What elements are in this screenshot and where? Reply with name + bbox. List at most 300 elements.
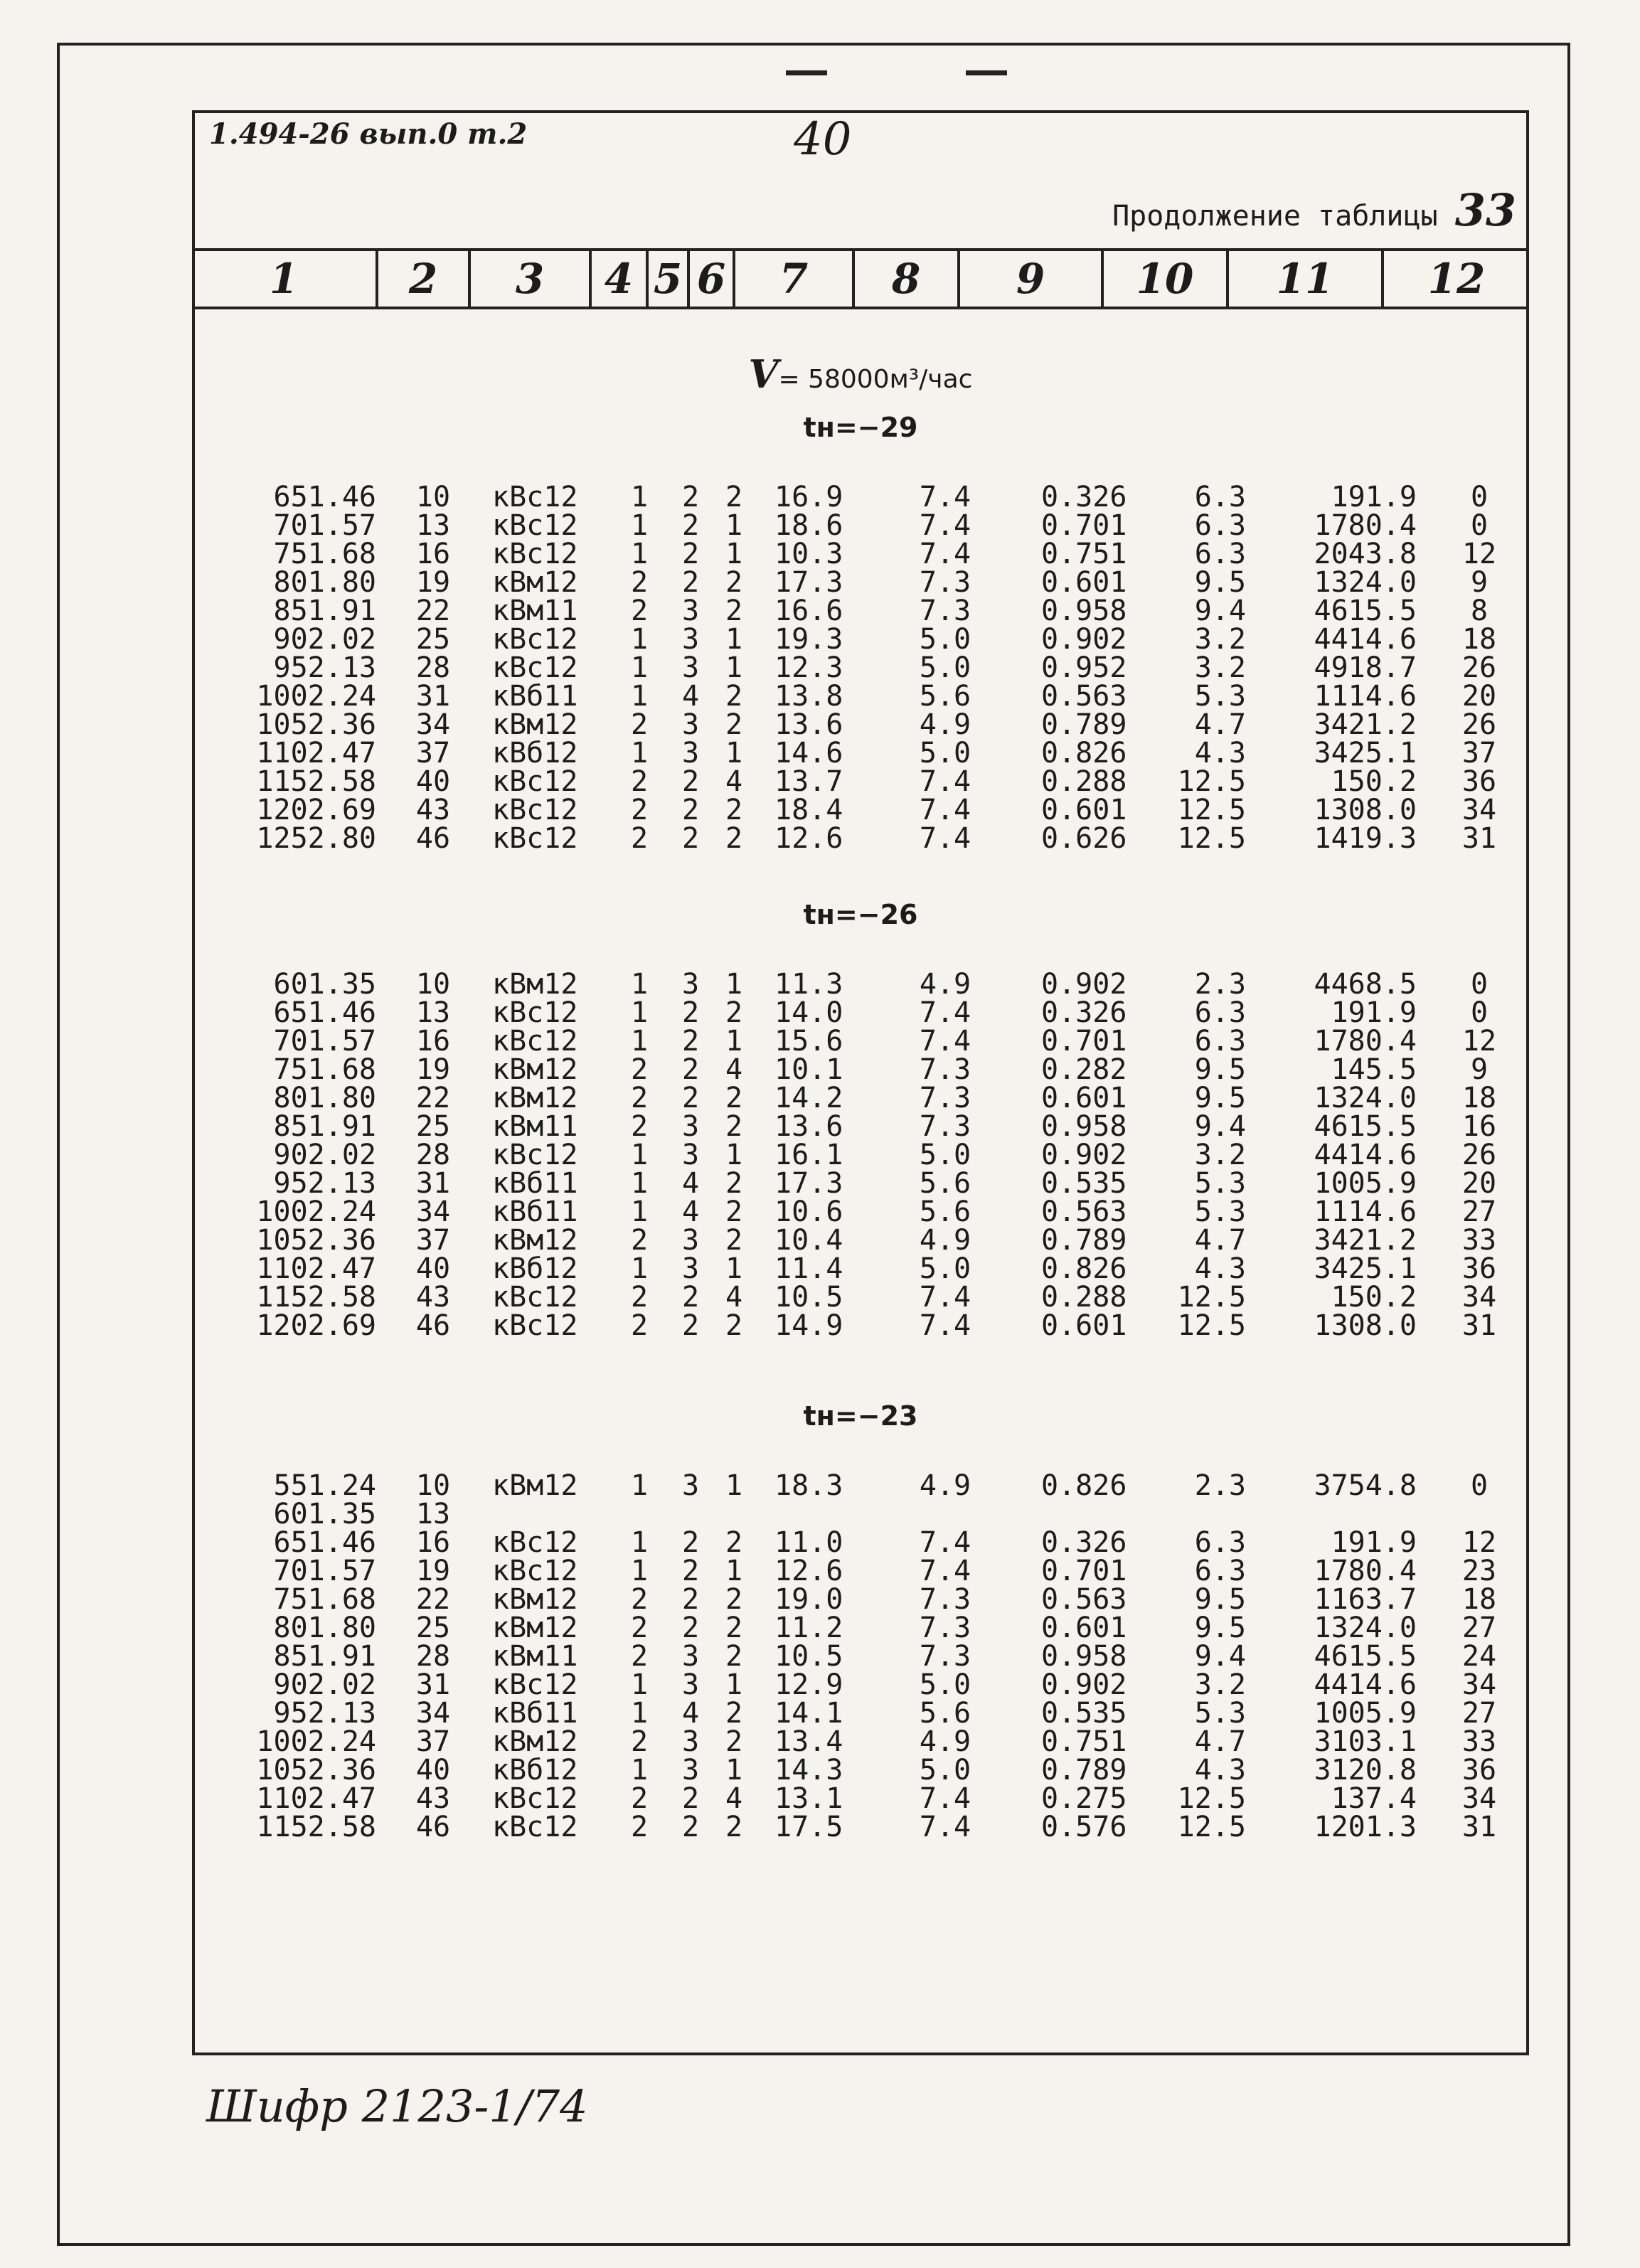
table-cell-col-9: 0.601 — [1041, 1309, 1127, 1342]
table-cell-col-11: 1324.0 — [1314, 1082, 1417, 1114]
table-cell-col-4: 2 — [630, 1309, 649, 1342]
table-cell-col-1: 1102.47 — [256, 1252, 376, 1285]
table-cell-col-9: 0.789 — [1041, 1224, 1127, 1257]
table-cell-col-9: 0.535 — [1041, 1697, 1127, 1730]
table-cell-col-7: 13.4 — [774, 1725, 843, 1758]
table-row — [195, 511, 1526, 540]
table-cell-col-7: 11.3 — [774, 968, 843, 1001]
table-cell-col-8: 7.4 — [919, 765, 971, 798]
table-row — [195, 824, 1526, 853]
table-cell-col-11: 3103.1 — [1314, 1725, 1417, 1758]
table-cell-col-2: 22 — [415, 595, 451, 627]
table-cell-col-4: 1 — [630, 680, 649, 713]
table-cell-col-1: 1202.69 — [256, 794, 376, 826]
table-cell-col-7: 16.9 — [774, 481, 843, 513]
table-cell-col-6: 2 — [725, 680, 743, 713]
table-cell-col-9: 0.326 — [1041, 996, 1127, 1029]
table-cell-col-12: 9 — [1470, 1053, 1489, 1086]
table-cell-col-4: 1 — [630, 1167, 649, 1200]
table-cell-col-4: 2 — [630, 822, 649, 855]
table-cell-col-2: 25 — [415, 1612, 451, 1644]
table-cell-col-8: 7.4 — [919, 481, 971, 513]
table-cell-col-6: 1 — [725, 1555, 743, 1587]
table-cell-col-9: 0.789 — [1041, 1754, 1127, 1787]
table-cell-col-5: 2 — [681, 1053, 700, 1086]
table-cell-col-10: 4.7 — [1194, 1725, 1246, 1758]
table-cell-col-11: 1324.0 — [1314, 566, 1417, 599]
table-cell-col-12: 27 — [1461, 1612, 1497, 1644]
table-cell-col-2: 10 — [415, 481, 451, 513]
table-cell-col-8: 7.3 — [919, 1612, 971, 1644]
table-cell-col-4: 2 — [630, 1082, 649, 1114]
table-cell-col-3: кВм12 — [492, 1224, 578, 1257]
table-row — [195, 1198, 1526, 1226]
table-cell-col-4: 1 — [630, 1025, 649, 1058]
table-cell-col-7: 14.6 — [774, 737, 843, 770]
table-cell-col-1: 801.80 — [273, 1612, 376, 1644]
table-cell-col-3: кВм12 — [492, 1612, 578, 1644]
table-cell-col-12: 31 — [1461, 1309, 1497, 1342]
table-cell-col-1: 601.35 — [273, 968, 376, 1001]
table-cell-col-9: 0.958 — [1041, 1640, 1127, 1673]
table-cell-col-6: 2 — [725, 1725, 743, 1758]
table-cell-col-6: 2 — [725, 794, 743, 826]
table-cell-col-10: 9.4 — [1194, 1110, 1246, 1143]
table-cell-col-10: 2.3 — [1194, 1469, 1246, 1502]
table-cell-col-7: 18.6 — [774, 509, 843, 542]
table-cell-col-12: 26 — [1461, 1139, 1497, 1171]
table-cell-col-7: 11.0 — [774, 1526, 843, 1559]
table-cell-col-5: 3 — [681, 708, 700, 741]
table-cell-col-10: 4.3 — [1194, 737, 1246, 770]
section-rows — [195, 970, 1526, 1340]
table-cell-col-2: 34 — [415, 1196, 451, 1228]
table-cell-col-3: кВб11 — [492, 1196, 578, 1228]
table-cell-col-6: 2 — [725, 708, 743, 741]
continuation-label: Продолжение таблицы — [1112, 200, 1438, 233]
table-cell-col-4: 2 — [630, 1782, 649, 1815]
table-cell-col-3: кВс12 — [492, 651, 578, 684]
table-cell-col-11: 191.9 — [1331, 1526, 1417, 1559]
table-cell-col-6: 2 — [725, 1811, 743, 1843]
table-cell-col-4: 1 — [630, 1139, 649, 1171]
table-cell-col-8: 4.9 — [919, 968, 971, 1001]
table-row — [195, 1784, 1526, 1813]
table-cell-col-8: 4.9 — [919, 1725, 971, 1758]
table-cell-col-3: кВм11 — [492, 1110, 578, 1143]
table-cell-col-3: кВс12 — [492, 1526, 578, 1559]
table-cell-col-5: 2 — [681, 794, 700, 826]
table-cell-col-6: 2 — [725, 1640, 743, 1673]
table-cell-col-4: 2 — [630, 1281, 649, 1314]
table-row — [195, 737, 1526, 770]
table-row — [195, 1500, 1526, 1528]
table-cell-col-7: 10.5 — [774, 1640, 843, 1673]
table-cell-col-8: 7.3 — [919, 595, 971, 627]
table-cell-col-3: кВс12 — [492, 1025, 578, 1058]
table-cell-col-3: кВс12 — [492, 1281, 578, 1314]
table-cell-col-10: 4.3 — [1194, 1754, 1246, 1787]
table-cell-col-8: 5.0 — [919, 1668, 971, 1701]
table-cell-col-2: 37 — [415, 737, 451, 770]
section-title: tн=−23 — [803, 1400, 918, 1432]
table-cell-col-6: 2 — [725, 996, 743, 1029]
table-row — [195, 568, 1526, 597]
table-cell-col-2: 10 — [415, 1469, 451, 1502]
table-cell-col-10: 3.2 — [1194, 1139, 1246, 1171]
table-cell-col-4: 2 — [630, 1640, 649, 1673]
table-cell-col-3: кВс12 — [492, 1811, 578, 1843]
table-cell-col-12: 8 — [1470, 595, 1489, 627]
table-cell-col-5: 2 — [681, 538, 700, 570]
table-cell-col-5: 2 — [681, 996, 700, 1029]
table-cell-col-11: 4414.6 — [1314, 1668, 1417, 1701]
table-cell-col-3: кВм12 — [492, 968, 578, 1001]
table-cell-col-1: 902.02 — [273, 1668, 376, 1701]
table-cell-col-7: 13.6 — [774, 1110, 843, 1143]
table-cell-col-9: 0.958 — [1041, 595, 1127, 627]
table-cell-col-12: 0 — [1470, 968, 1489, 1001]
table-row — [195, 1112, 1526, 1141]
table-cell-col-6: 4 — [725, 1281, 743, 1314]
table-row — [195, 651, 1526, 684]
table-cell-col-4: 1 — [630, 1526, 649, 1559]
column-header: 2 — [378, 251, 471, 307]
table-cell-col-10: 12.5 — [1177, 765, 1246, 798]
column-header: 3 — [471, 251, 592, 307]
table-cell-col-4: 1 — [630, 1196, 649, 1228]
table-cell-col-1: 851.91 — [273, 1110, 376, 1143]
table-cell-col-6: 2 — [725, 1224, 743, 1257]
table-cell-col-5: 2 — [681, 1309, 700, 1342]
table-cell-col-7: 18.3 — [774, 1469, 843, 1502]
table-cell-col-6: 2 — [725, 595, 743, 627]
table-cell-col-10: 6.3 — [1194, 1555, 1246, 1587]
table-row — [195, 1727, 1526, 1756]
table-cell-col-4: 1 — [630, 1555, 649, 1587]
table-cell-col-9: 0.902 — [1041, 968, 1127, 1001]
table-cell-col-11: 1114.6 — [1314, 1196, 1417, 1228]
table-cell-col-2: 31 — [415, 1167, 451, 1200]
table-cell-col-1: 1202.69 — [256, 1309, 376, 1342]
section-title: tн=−29 — [803, 412, 918, 443]
table-cell-col-11: 1201.3 — [1314, 1811, 1417, 1843]
table-frame — [192, 110, 1529, 2055]
table-cell-col-6: 2 — [725, 1697, 743, 1730]
table-cell-col-5: 2 — [681, 566, 700, 599]
table-cell-col-6: 1 — [725, 538, 743, 570]
table-cell-col-4: 2 — [630, 1110, 649, 1143]
table-cell-col-9: 0.535 — [1041, 1167, 1127, 1200]
table-cell-col-2: 16 — [415, 1526, 451, 1559]
table-cell-col-9: 0.601 — [1041, 1082, 1127, 1114]
section-title: tн=−26 — [803, 899, 918, 930]
table-row — [195, 1528, 1526, 1557]
table-cell-col-4: 2 — [630, 794, 649, 826]
table-row — [195, 1084, 1526, 1112]
table-cell-col-10: 6.3 — [1194, 1526, 1246, 1559]
table-cell-col-9: 0.902 — [1041, 623, 1127, 656]
table-cell-col-6: 4 — [725, 1053, 743, 1086]
table-cell-col-1: 1152.58 — [256, 1811, 376, 1843]
table-cell-col-11: 1005.9 — [1314, 1167, 1417, 1200]
table-cell-col-8: 7.4 — [919, 1309, 971, 1342]
table-cell-col-11: 4414.6 — [1314, 1139, 1417, 1171]
table-cell-col-4: 1 — [630, 1697, 649, 1730]
table-cell-col-9: 0.902 — [1041, 1668, 1127, 1701]
table-cell-col-10: 9.5 — [1194, 1612, 1246, 1644]
table-cell-col-7: 19.0 — [774, 1583, 843, 1616]
table-cell-col-12: 0 — [1470, 509, 1489, 542]
table-cell-col-8: 5.0 — [919, 1754, 971, 1787]
table-cell-col-2: 10 — [415, 968, 451, 1001]
table-cell-col-10: 6.3 — [1194, 509, 1246, 542]
table-cell-col-3: кВс12 — [492, 822, 578, 855]
column-header: 12 — [1427, 255, 1486, 303]
table-cell-col-12: 12 — [1461, 1526, 1497, 1559]
table-cell-col-2: 13 — [415, 996, 451, 1029]
table-cell-col-8: 5.0 — [919, 623, 971, 656]
table-cell-col-12: 12 — [1461, 538, 1497, 570]
table-cell-col-3: кВб12 — [492, 737, 578, 770]
table-cell-col-6: 4 — [725, 765, 743, 798]
table-cell-col-11: 1780.4 — [1314, 509, 1417, 542]
table-cell-col-4: 1 — [630, 481, 649, 513]
table-cell-col-4: 1 — [630, 737, 649, 770]
table-cell-col-6: 2 — [725, 1612, 743, 1644]
table-cell-col-7: 10.5 — [774, 1281, 843, 1314]
table-cell-col-9: 0.751 — [1041, 1725, 1127, 1758]
column-header: 11 — [1229, 251, 1384, 307]
table-number: 33 — [1454, 184, 1516, 236]
table-row — [195, 483, 1526, 511]
table-cell-col-2: 19 — [415, 1053, 451, 1086]
table-cell-col-7: 12.6 — [774, 1555, 843, 1587]
table-cell-col-5: 3 — [681, 1252, 700, 1285]
table-cell-col-4: 1 — [630, 509, 649, 542]
table-cell-col-12: 36 — [1461, 1252, 1497, 1285]
table-cell-col-9: 0.288 — [1041, 1281, 1127, 1314]
table-cell-col-1: 952.13 — [273, 651, 376, 684]
column-header: 10 — [1104, 251, 1229, 307]
table-cell-col-2: 28 — [415, 651, 451, 684]
table-cell-col-3: кВс12 — [492, 996, 578, 1029]
table-cell-col-1: 1252.80 — [256, 822, 376, 855]
table-cell-col-6: 2 — [725, 1583, 743, 1616]
table-cell-col-5: 2 — [681, 1526, 700, 1559]
table-cell-col-10: 6.3 — [1194, 1025, 1246, 1058]
table-cell-col-10: 3.2 — [1194, 623, 1246, 656]
table-cell-col-3: кВс12 — [492, 509, 578, 542]
table-cell-col-9: 0.563 — [1041, 1196, 1127, 1228]
table-cell-col-12: 9 — [1470, 566, 1489, 599]
table-cell-col-1: 751.68 — [273, 1053, 376, 1086]
table-row — [195, 796, 1526, 824]
table-cell-col-9: 0.563 — [1041, 1583, 1127, 1616]
table-cell-col-1: 651.46 — [273, 996, 376, 1029]
table-cell-col-7: 17.3 — [774, 566, 843, 599]
table-cell-col-3: кВс12 — [492, 1668, 578, 1701]
table-cell-col-6: 1 — [725, 1252, 743, 1285]
table-row — [195, 1614, 1526, 1642]
table-cell-col-7: 12.3 — [774, 651, 843, 684]
table-row — [195, 680, 1526, 713]
table-cell-col-2: 46 — [415, 822, 451, 855]
table-cell-col-6: 1 — [725, 1754, 743, 1787]
table-cell-col-1: 1052.36 — [256, 1224, 376, 1257]
table-cell-col-5: 2 — [681, 765, 700, 798]
table-cell-col-10: 9.4 — [1194, 1640, 1246, 1673]
table-cell-col-5: 2 — [681, 481, 700, 513]
table-cell-col-8: 7.4 — [919, 538, 971, 570]
table-cell-col-11: 1114.6 — [1314, 680, 1417, 713]
table-cell-col-4: 2 — [630, 1583, 649, 1616]
table-cell-col-3: кВс12 — [492, 1782, 578, 1815]
table-cell-col-1: 701.57 — [273, 1555, 376, 1587]
table-cell-col-6: 4 — [725, 1782, 743, 1815]
table-cell-col-11: 2043.8 — [1314, 538, 1417, 570]
table-cell-col-1: 952.13 — [273, 1697, 376, 1730]
table-cell-col-11: 3425.1 — [1314, 737, 1417, 770]
table-cell-col-7: 14.0 — [774, 996, 843, 1029]
table-row — [195, 1141, 1526, 1169]
table-cell-col-11: 145.5 — [1331, 1053, 1417, 1086]
column-header: 7 — [735, 251, 855, 307]
table-cell-col-11: 1308.0 — [1314, 794, 1417, 826]
table-cell-col-11: 150.2 — [1331, 1281, 1417, 1314]
table-cell-col-5: 4 — [681, 1697, 700, 1730]
table-cell-col-11: 4615.5 — [1314, 1110, 1417, 1143]
table-cell-col-1: 851.91 — [273, 595, 376, 627]
table-cell-col-5: 3 — [681, 595, 700, 627]
table-row — [195, 767, 1526, 796]
table-cell-col-12: 34 — [1461, 1668, 1497, 1701]
table-cell-col-6: 1 — [725, 509, 743, 542]
table-cell-col-8: 5.0 — [919, 1252, 971, 1285]
table-cell-col-5: 2 — [681, 1555, 700, 1587]
table-cell-col-3: кВм12 — [492, 566, 578, 599]
table-row — [195, 710, 1526, 739]
table-cell-col-7: 14.2 — [774, 1082, 843, 1114]
table-cell-col-6: 2 — [725, 1110, 743, 1143]
table-cell-col-6: 2 — [725, 822, 743, 855]
table-cell-col-12: 0 — [1470, 481, 1489, 513]
cipher-note: Шифр 2123-1/74 — [206, 2080, 588, 2132]
table-cell-col-3: кВб11 — [492, 680, 578, 713]
flow-symbol: V — [748, 351, 779, 397]
table-cell-col-3: кВс12 — [492, 1309, 578, 1342]
table-cell-col-7: 10.6 — [774, 1196, 843, 1228]
table-cell-col-5: 2 — [681, 1782, 700, 1815]
table-cell-col-10: 6.3 — [1194, 996, 1246, 1029]
table-cell-col-3: кВм12 — [492, 708, 578, 741]
table-cell-col-12: 18 — [1461, 1583, 1497, 1616]
table-cell-col-10: 4.7 — [1194, 708, 1246, 741]
table-cell-col-9: 0.563 — [1041, 680, 1127, 713]
table-cell-col-7: 13.1 — [774, 1782, 843, 1815]
table-cell-col-12: 36 — [1461, 765, 1497, 798]
table-cell-col-1: 1102.47 — [256, 1782, 376, 1815]
table-cell-col-10: 9.5 — [1194, 1082, 1246, 1114]
table-row — [195, 1025, 1526, 1058]
table-cell-col-7: 10.3 — [774, 538, 843, 570]
table-cell-col-8: 7.3 — [919, 1640, 971, 1673]
table-cell-col-11: 3425.1 — [1314, 1252, 1417, 1285]
table-cell-col-4: 2 — [630, 708, 649, 741]
table-cell-col-3: кВс12 — [492, 623, 578, 656]
table-cell-col-12: 18 — [1461, 623, 1497, 656]
column-header: 6 — [690, 251, 735, 307]
table-cell-col-10: 12.5 — [1177, 1811, 1246, 1843]
page-number: 40 — [794, 113, 852, 166]
table-cell-col-12: 16 — [1461, 1110, 1497, 1143]
table-cell-col-8: 7.4 — [919, 822, 971, 855]
table-cell-col-6: 1 — [725, 1139, 743, 1171]
column-header: 9 — [960, 251, 1104, 307]
table-cell-col-8: 7.3 — [919, 566, 971, 599]
table-row — [195, 996, 1526, 1029]
table-cell-col-1: 1152.58 — [256, 765, 376, 798]
table-cell-col-5: 3 — [681, 651, 700, 684]
table-cell-col-10: 3.2 — [1194, 1668, 1246, 1701]
table-row — [195, 1642, 1526, 1671]
table-cell-col-1: 851.91 — [273, 1640, 376, 1673]
table-cell-col-7: 14.3 — [774, 1754, 843, 1787]
table-cell-col-7: 13.7 — [774, 765, 843, 798]
table-cell-col-10: 5.3 — [1194, 680, 1246, 713]
column-header: 4 — [592, 251, 649, 307]
section-rows — [195, 1471, 1526, 1841]
table-cell-col-5: 4 — [681, 1167, 700, 1200]
table-cell-col-10: 5.3 — [1194, 1167, 1246, 1200]
table-cell-col-8: 7.3 — [919, 1082, 971, 1114]
table-cell-col-12: 37 — [1461, 737, 1497, 770]
table-cell-col-11: 1780.4 — [1314, 1555, 1417, 1587]
table-cell-col-5: 3 — [681, 1725, 700, 1758]
table-cell-col-2: 40 — [415, 765, 451, 798]
table-cell-col-1: 902.02 — [273, 623, 376, 656]
table-cell-col-1: 801.80 — [273, 1082, 376, 1114]
table-cell-col-8: 7.3 — [919, 1053, 971, 1086]
table-cell-col-9: 0.826 — [1041, 737, 1127, 770]
table-cell-col-12: 31 — [1461, 1811, 1497, 1843]
table-cell-col-2: 25 — [415, 623, 451, 656]
table-cell-col-6: 1 — [725, 968, 743, 1001]
table-cell-col-1: 1052.36 — [256, 1754, 376, 1787]
table-cell-col-4: 1 — [630, 1668, 649, 1701]
table-cell-col-6: 2 — [725, 1526, 743, 1559]
table-cell-col-1: 1002.24 — [256, 1196, 376, 1228]
table-cell-col-12: 0 — [1470, 996, 1489, 1029]
table-cell-col-5: 3 — [681, 623, 700, 656]
table-cell-col-8: 7.4 — [919, 1555, 971, 1587]
table-cell-col-10: 9.5 — [1194, 566, 1246, 599]
column-header: 1 — [192, 251, 378, 307]
table-cell-col-8: 7.4 — [919, 1281, 971, 1314]
table-cell-col-11: 3120.8 — [1314, 1754, 1417, 1787]
flow-rate-heading — [195, 351, 1526, 397]
table-cell-col-5: 3 — [681, 968, 700, 1001]
table-cell-col-12: 20 — [1461, 1167, 1497, 1200]
table-cell-col-8: 5.0 — [919, 1139, 971, 1171]
table-cell-col-3: кВм12 — [492, 1725, 578, 1758]
table-cell-col-1: 601.35 — [273, 1498, 376, 1530]
table-row — [195, 1754, 1526, 1787]
table-cell-col-12: 12 — [1461, 1025, 1497, 1058]
table-cell-col-1: 751.68 — [273, 538, 376, 570]
table-cell-col-12: 33 — [1461, 1725, 1497, 1758]
table-cell-col-5: 3 — [681, 1668, 700, 1701]
